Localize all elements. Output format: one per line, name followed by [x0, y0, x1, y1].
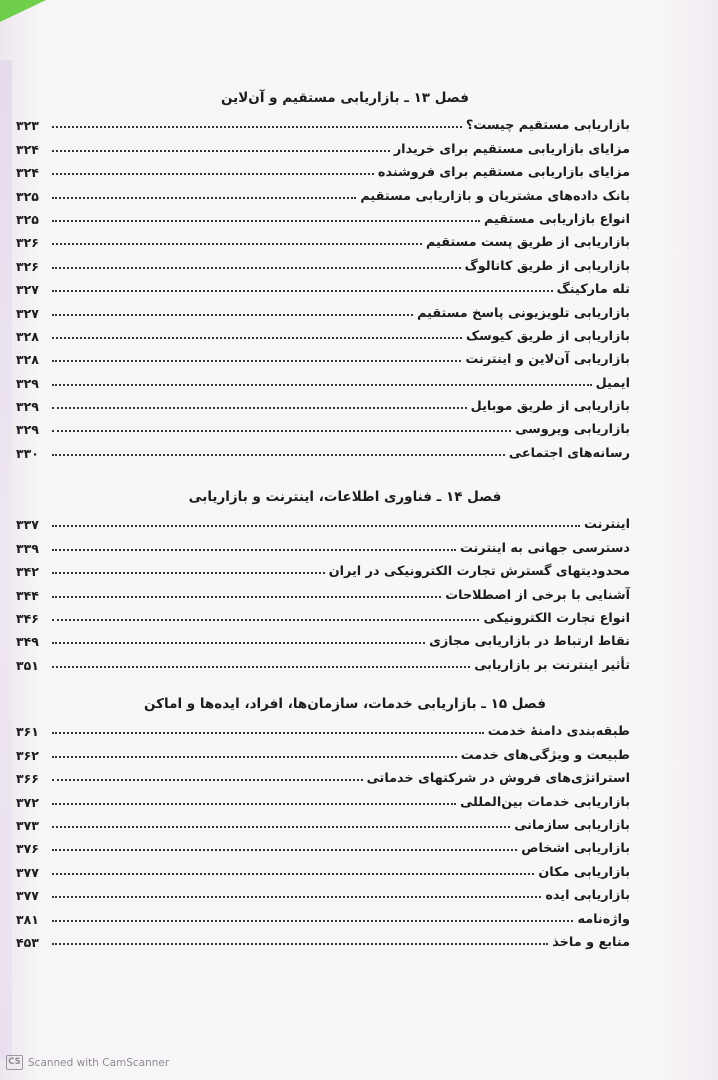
toc-page-number: ۳۲۷	[16, 305, 39, 321]
toc-entry	[16, 927, 630, 950]
toc-page-number: ۳۳۹	[16, 540, 39, 556]
chapter-heading: فصل ۱۵ ـ بازاریابی خدمات، سازمان‌ها، افراد، ایده‌ها و اماکن	[144, 696, 546, 712]
toc-page-number: ۳۳۷	[16, 517, 39, 533]
toc-page-number: ۳۲۶	[16, 258, 39, 274]
chapter-15-section	[16, 692, 630, 950]
toc-entry-title: بازاریابی سازمانی	[514, 817, 630, 833]
toc-entry-title: بازاریابی از طریق پست مستقیم	[425, 235, 630, 251]
toc-page-number: ۳۲۳	[16, 118, 39, 134]
toc-entry	[16, 856, 630, 880]
toc-entry-title: رسانه‌های اجتماعی	[508, 445, 630, 461]
toc-entry	[16, 833, 630, 857]
toc-entry	[16, 437, 630, 461]
dot-leader	[52, 407, 467, 409]
toc-entry	[16, 110, 630, 134]
dot-leader	[52, 384, 592, 386]
toc-page-number: ۳۲۹	[16, 422, 39, 438]
toc-page-number: ۳۲۷	[16, 282, 39, 298]
toc-page-number: ۴۵۳	[16, 934, 39, 950]
toc-page-number: ۳۲۴	[16, 141, 39, 157]
toc-page-number: ۳۷۳	[16, 817, 39, 833]
dot-leader	[52, 732, 484, 734]
toc-entry-title: بازاریابی از طریق کاتالوگ	[464, 258, 630, 274]
toc-entry	[16, 344, 630, 368]
dot-leader	[52, 873, 534, 875]
toc-entry	[16, 810, 630, 833]
toc-entry-title: بازاریابی مستقیم چیست؟	[465, 118, 630, 134]
toc-entry	[16, 532, 630, 556]
toc-entry	[16, 274, 630, 298]
toc-page-number: ۳۲۹	[16, 399, 39, 415]
toc-entry-title: بازاریابی ایده	[545, 888, 630, 904]
toc-page-number: ۳۶۱	[16, 724, 39, 740]
toc-entry	[16, 716, 630, 740]
toc-page-number: ۳۲۵	[16, 211, 39, 227]
dot-leader	[52, 525, 580, 527]
dot-leader	[52, 430, 511, 432]
dot-leader	[52, 126, 462, 128]
toc-page-number: ۳۶۶	[16, 771, 39, 787]
toc-page-number: ۳۲۴	[16, 165, 39, 181]
dot-leader	[52, 849, 517, 851]
dot-leader	[52, 642, 425, 644]
toc-entry-title: واژه‌نامه	[577, 911, 630, 927]
toc-entry-title: منابع و ماخذ	[552, 934, 630, 950]
toc-entry-title: تله مارکینگ	[556, 282, 630, 298]
dot-leader	[52, 220, 480, 222]
toc-entry-title: طبیعت و ویژگی‌های خدمت	[460, 747, 630, 763]
dot-leader	[52, 197, 356, 199]
dot-leader	[52, 779, 363, 781]
toc-entry	[16, 180, 630, 204]
toc-entry	[16, 579, 630, 603]
chapter-heading: فصل ۱۴ ـ فناوری اطلاعات، اینترنت و بازاریابی	[188, 489, 502, 505]
toc-page-number: ۳۲۸	[16, 328, 39, 344]
toc-entry	[16, 763, 630, 787]
toc-entry	[16, 880, 630, 904]
toc-entry-title: بازاریابی اشخاص	[521, 841, 630, 857]
scanner-watermark	[6, 1055, 169, 1070]
toc-entry-title: بازاریابی مکان	[538, 864, 630, 880]
toc-page-number: ۳۷۲	[16, 794, 39, 810]
toc-entry	[16, 414, 630, 438]
toc-page-number: ۳۶۲	[16, 747, 39, 763]
dot-leader	[52, 943, 548, 945]
toc-page-number: ۳۴۲	[16, 564, 39, 580]
toc-entry-title: بازاریابی خدمات بین‌المللی	[460, 794, 630, 810]
toc-entry-title: بازاریابی از طریق موبایل	[470, 399, 630, 415]
toc-entry-title: محدودیتهای گسترش تجارت الکترونیکی در ایران	[328, 564, 630, 580]
dot-leader	[52, 454, 505, 456]
dot-leader	[52, 243, 422, 245]
chapter-13-section	[16, 86, 630, 461]
toc-page-number: ۳۲۸	[16, 352, 39, 368]
dot-leader	[52, 360, 461, 362]
dot-leader	[52, 549, 456, 551]
toc-entry	[16, 649, 630, 673]
toc-page-number: ۳۷۶	[16, 841, 39, 857]
dot-leader	[52, 666, 470, 668]
toc-entry	[16, 603, 630, 626]
toc-entry	[16, 556, 630, 580]
dot-leader	[52, 826, 510, 828]
toc-page-number: ۳۳۰	[16, 445, 39, 461]
toc-page-number: ۳۲۶	[16, 235, 39, 251]
toc-page-number: ۳۲۵	[16, 188, 39, 204]
toc-page-number: ۳۷۷	[16, 864, 39, 880]
toc-entry	[16, 739, 630, 763]
toc-entry	[16, 367, 630, 391]
chapter-14-section	[16, 485, 630, 673]
toc-entry	[16, 133, 630, 157]
scanner-text: Scanned with CamScanner	[28, 1056, 170, 1069]
toc-entry-title: بازاریابی از طریق کیوسک	[466, 328, 630, 344]
toc-entry	[16, 903, 630, 927]
toc-entry	[16, 391, 630, 415]
toc-entry-title: تأثیر اینترنت بر بازاریابی	[474, 657, 630, 673]
toc-page-number: ۳۴۴	[16, 587, 39, 603]
toc-entry	[16, 204, 630, 227]
dot-leader	[52, 267, 461, 269]
toc-entry	[16, 250, 630, 274]
toc-entry-title: بانک داده‌های مشتریان و بازاریابی مستقیم	[360, 188, 630, 204]
dot-leader	[52, 619, 479, 621]
toc-list	[16, 509, 630, 673]
toc-entry	[16, 321, 630, 344]
toc-page-number: ۳۷۷	[16, 888, 39, 904]
toc-entry-title: انواع تجارت الکترونیکی	[483, 610, 630, 626]
toc-page-number: ۳۸۱	[16, 911, 39, 927]
toc-entry-title: بازاریابی تلویزیونی پاسخ مستقیم	[417, 305, 630, 321]
toc-entry-title: آشنایی با برخی از اصطلاحات	[445, 587, 630, 603]
dot-leader	[52, 920, 573, 922]
toc-page-number: ۳۴۹	[16, 634, 39, 650]
toc-entry-title: دسترسی جهانی به اینترنت	[460, 540, 630, 556]
toc-entry-title: مزایای بازاریابی مستقیم برای خریدار	[393, 141, 630, 157]
toc-entry-title: طبقه‌بندی دامنهٔ خدمت	[487, 724, 630, 740]
toc-entry-title: نقاط ارتباط در بازاریابی مجازی	[429, 634, 630, 650]
toc-entry	[16, 786, 630, 810]
dot-leader	[52, 337, 462, 339]
toc-entry-title: اینترنت	[584, 517, 630, 533]
dot-leader	[52, 803, 456, 805]
toc-entry	[16, 157, 630, 181]
dot-leader	[52, 150, 390, 152]
toc-entry-title: مزایای بازاریابی مستقیم برای فروشنده	[377, 165, 630, 181]
toc-entry-title: استراتژی‌های فروش در شرکتهای خدماتی	[366, 771, 630, 787]
toc-entry-title: بازاریابی آن‌لاین و اینترنت	[465, 352, 630, 368]
toc-entry	[16, 626, 630, 650]
corner-mark	[0, 0, 46, 22]
dot-leader	[52, 173, 374, 175]
camscanner-logo-icon: CS	[6, 1055, 23, 1070]
toc-entry	[16, 227, 630, 251]
toc-entry-title: انواع بازاریابی مستقیم	[484, 211, 630, 227]
toc-list	[16, 110, 630, 461]
page-edge-shadow	[0, 60, 12, 1060]
dot-leader	[52, 896, 541, 898]
toc-entry	[16, 509, 630, 533]
toc-list	[16, 716, 630, 950]
toc-entry-title: ایمیل	[595, 375, 630, 391]
toc-entry	[16, 297, 630, 321]
dot-leader	[52, 314, 413, 316]
chapter-heading: فصل ۱۳ ـ بازاریابی مستقیم و آن‌لاین	[221, 90, 469, 106]
dot-leader	[52, 756, 457, 758]
dot-leader	[52, 572, 325, 574]
toc-entry-title: بازاریابی ویروسی	[515, 422, 630, 438]
toc-page-number: ۳۵۱	[16, 657, 39, 673]
toc-page-number: ۳۴۶	[16, 610, 39, 626]
dot-leader	[52, 596, 441, 598]
dot-leader	[52, 290, 553, 292]
toc-page-number: ۳۲۹	[16, 375, 39, 391]
